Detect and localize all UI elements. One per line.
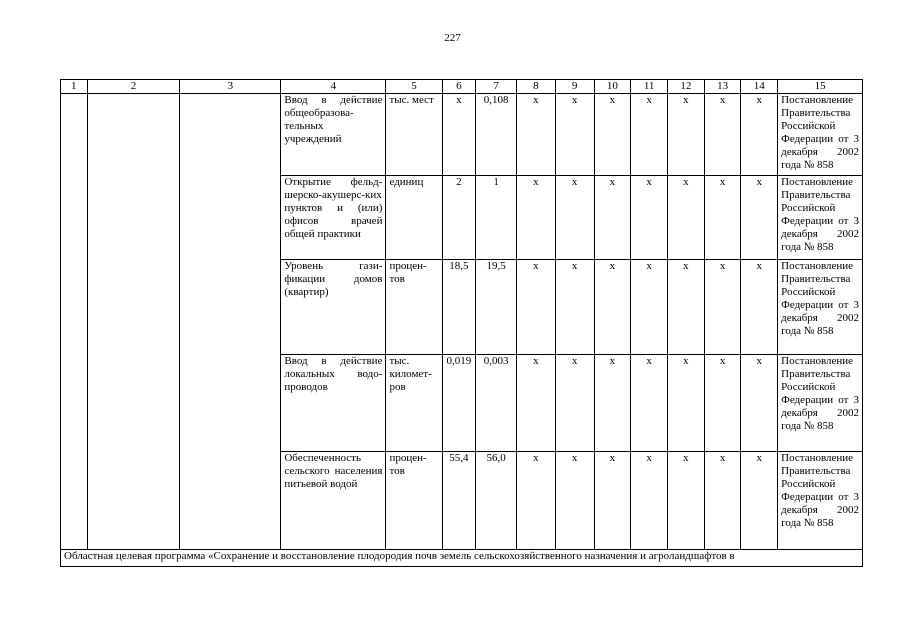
- data-table: [60, 79, 863, 567]
- legal-basis-cell: Постановление Правительства Российской Федерации от 3 декабря 2002 года № 858: [778, 355, 863, 452]
- column-header: 15: [778, 80, 863, 94]
- value-cell: 0,019: [442, 355, 476, 452]
- column-header: 1: [61, 80, 88, 94]
- legal-basis-cell: Постановление Правительства Российской Федерации от 3 декабря 2002 года № 858: [778, 452, 863, 550]
- value-cell: х: [594, 94, 631, 176]
- value-cell: 1: [476, 176, 517, 260]
- column-header: 5: [386, 80, 442, 94]
- column-header: 3: [180, 80, 281, 94]
- column-header: 2: [87, 80, 180, 94]
- indicator-cell: Уровень гази-фикации домов (квартир): [281, 260, 386, 355]
- value-cell: х: [668, 452, 705, 550]
- unit-cell: тыс. мест: [386, 94, 442, 176]
- value-cell: х: [555, 452, 594, 550]
- value-cell: х: [631, 355, 668, 452]
- value-cell: 55,4: [442, 452, 476, 550]
- program-row: [61, 550, 863, 567]
- empty-cell-col1: [61, 94, 88, 550]
- column-header: 8: [517, 80, 556, 94]
- value-cell: х: [631, 260, 668, 355]
- legal-basis-cell: Постановление Правительства Российской Федерации от 3 декабря 2002 года № 858: [778, 94, 863, 176]
- value-cell: 2: [442, 176, 476, 260]
- value-cell: х: [631, 452, 668, 550]
- value-cell: х: [741, 260, 778, 355]
- value-cell: х: [668, 355, 705, 452]
- page-number: 227: [444, 32, 461, 44]
- value-cell: х: [631, 176, 668, 260]
- column-header: 11: [631, 80, 668, 94]
- indicator-cell: Обеспеченность сельского населения питьевой водой: [281, 452, 386, 550]
- indicator-cell: Ввод в действие общеобразова-тельных учреждений: [281, 94, 386, 176]
- column-header: 10: [594, 80, 631, 94]
- column-header: 9: [555, 80, 594, 94]
- unit-cell: тыс. километ-ров: [386, 355, 442, 452]
- column-header: 6: [442, 80, 476, 94]
- value-cell: х: [704, 176, 741, 260]
- value-cell: х: [517, 94, 556, 176]
- value-cell: х: [704, 452, 741, 550]
- value-cell: 18,5: [442, 260, 476, 355]
- value-cell: х: [704, 355, 741, 452]
- value-cell: х: [668, 260, 705, 355]
- value-cell: х: [555, 260, 594, 355]
- legal-basis-cell: Постановление Правительства Российской Федерации от 3 декабря 2002 года № 858: [778, 260, 863, 355]
- value-cell: х: [517, 452, 556, 550]
- column-header: 12: [668, 80, 705, 94]
- indicator-cell: Открытие фельд-шерско-акушерс-ких пунктов и (или) офисов врачей общей практики: [281, 176, 386, 260]
- value-cell: х: [704, 94, 741, 176]
- unit-cell: единиц: [386, 176, 442, 260]
- unit-cell: процен-тов: [386, 452, 442, 550]
- unit-cell: процен-тов: [386, 260, 442, 355]
- value-cell: х: [741, 355, 778, 452]
- value-cell: х: [594, 176, 631, 260]
- value-cell: 0,108: [476, 94, 517, 176]
- value-cell: х: [741, 94, 778, 176]
- indicator-cell: Ввод в действие локальных водо-проводов: [281, 355, 386, 452]
- value-cell: х: [517, 260, 556, 355]
- value-cell: х: [594, 355, 631, 452]
- value-cell: х: [517, 176, 556, 260]
- value-cell: х: [594, 260, 631, 355]
- value-cell: х: [668, 94, 705, 176]
- legal-basis-cell: Постановление Правительства Российской Федерации от 3 декабря 2002 года № 858: [778, 176, 863, 260]
- value-cell: 56,0: [476, 452, 517, 550]
- value-cell: х: [741, 176, 778, 260]
- value-cell: 19,5: [476, 260, 517, 355]
- column-header: 14: [741, 80, 778, 94]
- header-row: [61, 80, 863, 94]
- value-cell: х: [555, 176, 594, 260]
- value-cell: х: [668, 176, 705, 260]
- column-header: 7: [476, 80, 517, 94]
- empty-cell-col2: [87, 94, 180, 550]
- value-cell: х: [555, 94, 594, 176]
- column-header: 4: [281, 80, 386, 94]
- value-cell: х: [555, 355, 594, 452]
- value-cell: 0,003: [476, 355, 517, 452]
- value-cell: х: [594, 452, 631, 550]
- value-cell: х: [631, 94, 668, 176]
- column-header: 13: [704, 80, 741, 94]
- value-cell: х: [517, 355, 556, 452]
- empty-cell-col3: [180, 94, 281, 550]
- value-cell: х: [704, 260, 741, 355]
- table-row: [61, 94, 863, 176]
- program-title: Областная целевая программа «Сохранение и восстановление плодородия почв земель сельскохозяйственного назначения и агроландшафтов в: [61, 550, 863, 567]
- value-cell: х: [442, 94, 476, 176]
- value-cell: х: [741, 452, 778, 550]
